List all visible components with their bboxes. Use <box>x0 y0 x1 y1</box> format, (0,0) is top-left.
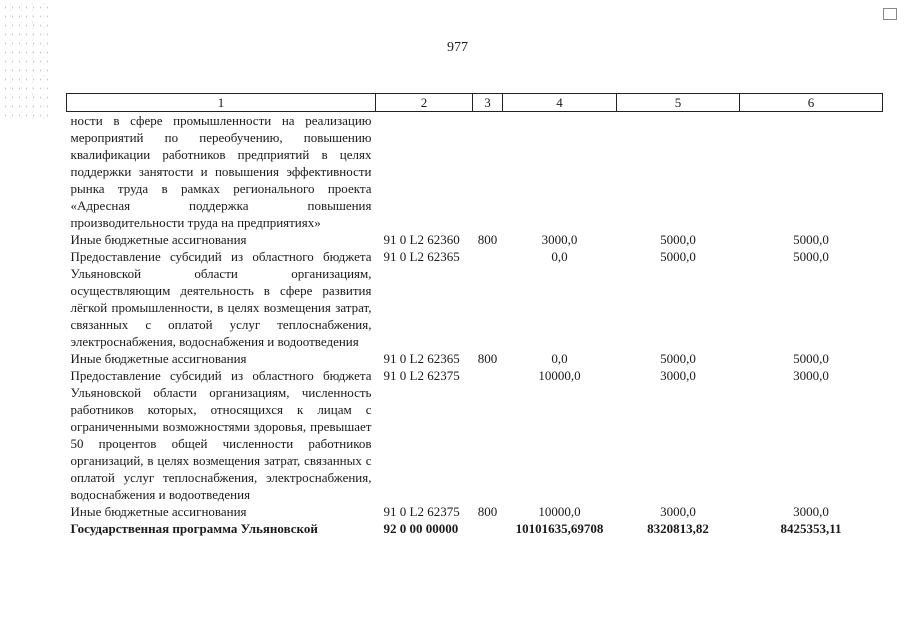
row-value-col5: 5000,0 <box>660 249 696 264</box>
row-name: Иные бюджетные ассигнования <box>70 504 247 519</box>
scan-speckle <box>0 0 50 120</box>
row-name: Предоставление субсидий из областного бюджета Ульяновской области организациям, численность работников которых, относящихся к лицам с ограниченными возможностями здоровья, превышает 50 процентов общей численности работников организаций, в целях возмещения затрат, связанных с оплатой услуг теплоснабжения, электроснабжения, водоснабжения и водоотведения <box>70 368 372 502</box>
row-kvr <box>473 520 503 537</box>
table-row-program-total <box>67 520 883 537</box>
row-name: Иные бюджетные ассигнования <box>70 232 247 247</box>
row-kvr <box>473 112 503 232</box>
row-value-col5 <box>617 112 740 232</box>
scan-mark <box>883 8 897 20</box>
row-code: 91 0 L2 62360 <box>383 232 460 247</box>
row-name: Иные бюджетные ассигнования <box>70 351 247 366</box>
row-code: 91 0 L2 62375 <box>383 504 460 519</box>
table-header-row <box>67 94 883 112</box>
row-name: ности в сфере промышленности на реализацию мероприятий по переобучению, повышению квалификации работников предприятий в целях поддержки занятости и повышения эффективности рынка труда в рамках регионального проекта «Адресная поддержка повышения производительности труда на предприятиях» <box>70 113 372 230</box>
column-header-5: 5 <box>617 94 740 112</box>
row-value-col4 <box>503 112 617 232</box>
row-value-col4: 3000,0 <box>541 232 578 247</box>
page-number: 977 <box>447 40 468 55</box>
row-value-col4: 10000,0 <box>538 368 581 383</box>
row-code: 91 0 L2 62375 <box>383 368 460 383</box>
column-header-2: 2 <box>376 94 473 112</box>
table-row <box>67 231 883 248</box>
column-header-3: 3 <box>473 94 503 112</box>
row-code: 91 0 L2 62365 <box>383 249 460 264</box>
column-header-1: 1 <box>67 94 376 112</box>
row-value-col6: 5000,0 <box>793 351 829 366</box>
table-row <box>67 367 883 503</box>
row-code <box>376 112 473 232</box>
row-value-col6: 3000,0 <box>793 504 829 519</box>
row-value-col6: 3000,0 <box>793 368 829 383</box>
row-value-col4: 10101635,69708 <box>515 521 604 536</box>
row-kvr: 800 <box>477 232 498 247</box>
row-kvr: 800 <box>477 351 498 366</box>
row-kvr: 800 <box>477 504 498 519</box>
table-row <box>67 350 883 367</box>
row-value-col5: 5000,0 <box>660 351 696 366</box>
row-value-col6: 5000,0 <box>793 232 829 247</box>
row-name: Государственная программа Ульяновской <box>70 521 318 536</box>
table-row <box>67 112 883 232</box>
column-header-6: 6 <box>740 94 883 112</box>
row-value-col6: 5000,0 <box>793 249 829 264</box>
table-row <box>67 248 883 350</box>
row-kvr <box>473 367 503 503</box>
row-code: 91 0 L2 62365 <box>383 351 460 366</box>
row-value-col4: 0,0 <box>551 249 568 264</box>
row-value-col6 <box>740 112 883 232</box>
row-value-col4: 10000,0 <box>538 504 581 519</box>
table-row <box>67 503 883 520</box>
column-header-4: 4 <box>503 94 617 112</box>
row-value-col5: 3000,0 <box>660 504 696 519</box>
row-code: 92 0 00 00000 <box>383 521 459 536</box>
row-value-col5: 3000,0 <box>660 368 696 383</box>
row-name: Предоставление субсидий из областного бюджета Ульяновской области организациям, осуществляющим деятельность в сфере развития лёгкой промышленности, в целях возмещения затрат, связанных с оплатой услуг теплоснабжения, электроснабжения, водоснабжения и водоотведения <box>70 249 372 349</box>
row-kvr <box>473 248 503 350</box>
budget-table <box>66 93 883 537</box>
row-value-col5: 8320813,82 <box>647 521 709 536</box>
row-value-col4: 0,0 <box>551 351 568 366</box>
row-value-col6: 8425353,11 <box>780 521 842 536</box>
row-value-col5: 5000,0 <box>660 232 696 247</box>
